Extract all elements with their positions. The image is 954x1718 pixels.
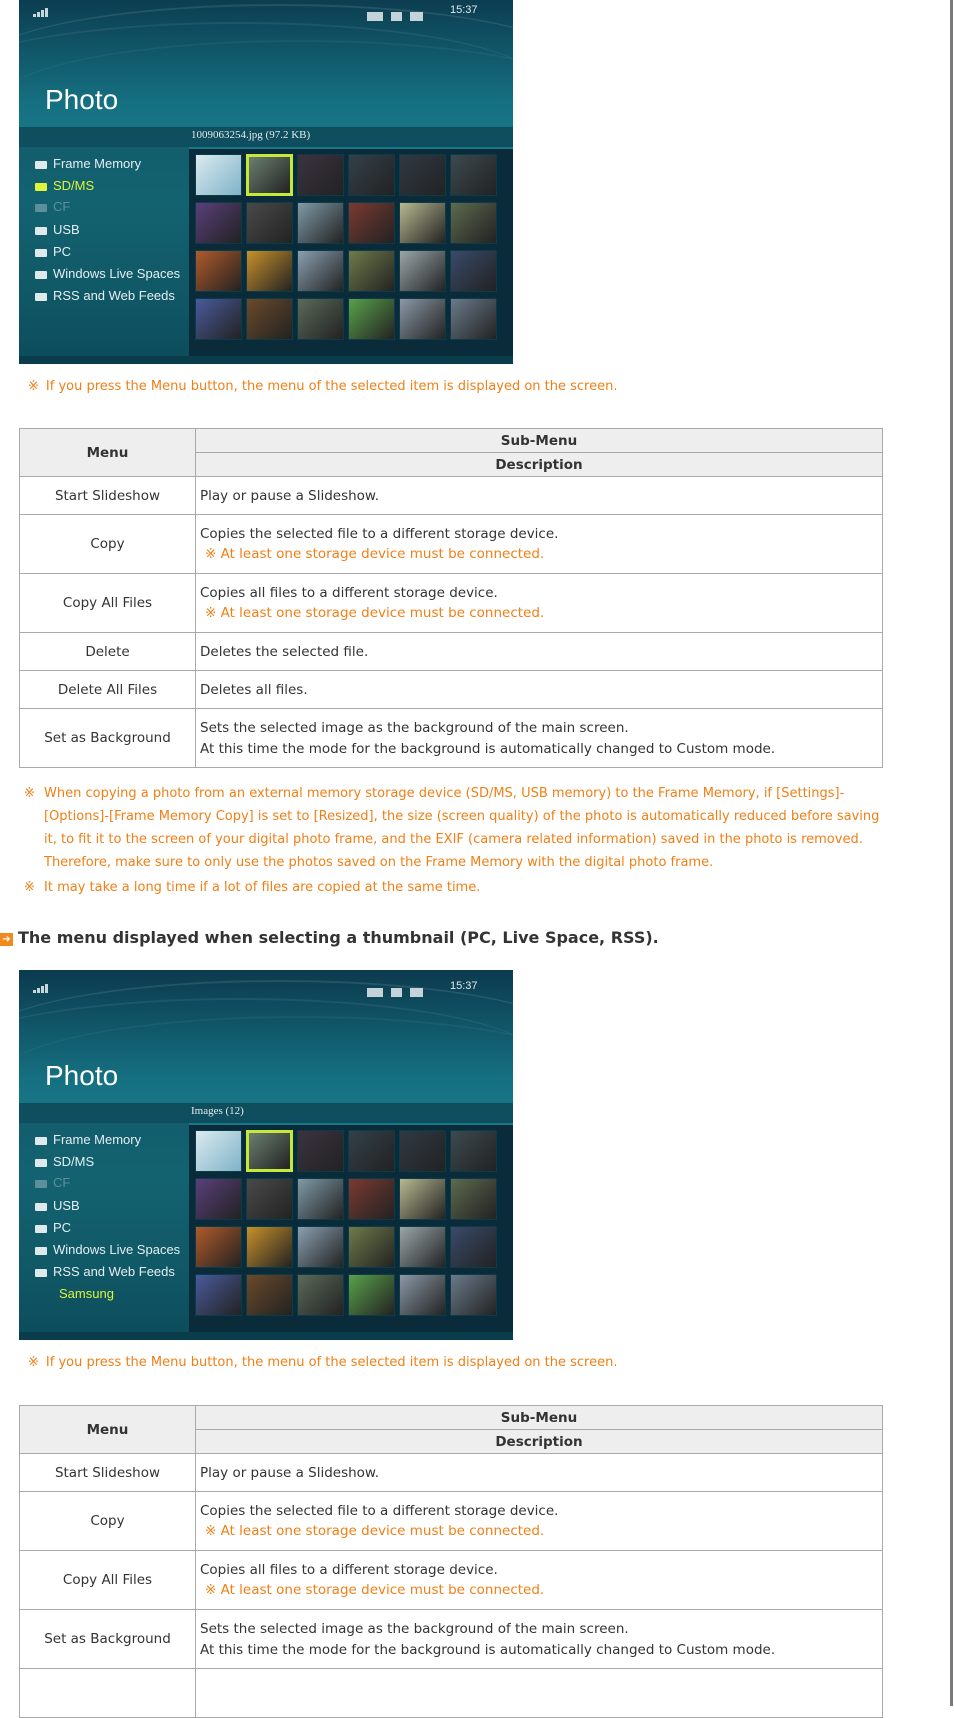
menu-item-cell (20, 1669, 196, 1718)
copy-resize-note: ※ When copying a photo from an external memory storage device (SD/MS, USB memory) to the Frame Memory, if [Settings]-[Options]-[Frame Memory Copy] is set to [Resized], the size (screen quality) of the photo is automatically reduced before saving it, to fit it to the screen of your digital photo frame, and the EXIF (camera related information) saved in the photo is removed. Therefore, make sure to only use the photos saved on the Frame Memory with the digital photo frame. (24, 786, 880, 870)
source-item[interactable] (35, 1220, 71, 1235)
photo-thumb[interactable] (348, 1130, 395, 1172)
menu-note: ※ If you press the Menu button, the menu of the selected item is displayed on the screen. (28, 1355, 618, 1370)
selection-info: Images (12) (191, 1105, 244, 1117)
photo-thumb[interactable] (399, 1274, 446, 1316)
photo-thumb[interactable] (399, 298, 446, 340)
photo-thumb[interactable] (246, 202, 293, 244)
description-cell (196, 1492, 883, 1551)
menu-note: ※ If you press the Menu button, the menu of the selected item is displayed on the screen. (28, 379, 618, 394)
photo-thumb[interactable] (450, 298, 497, 340)
photo-thumb[interactable] (450, 202, 497, 244)
menu-item-cell: Delete (20, 633, 196, 671)
description-text: At this time the mode for the background is automatically changed to Custom mode. (200, 1641, 776, 1658)
table-row (20, 1610, 883, 1669)
source-item-label: RSS and Web Feeds (53, 288, 175, 303)
source-icon (35, 1180, 47, 1188)
photo-thumb[interactable] (348, 202, 395, 244)
photo-thumb[interactable] (450, 1226, 497, 1268)
photo-thumb[interactable] (246, 250, 293, 292)
menu-item-cell: Copy (20, 515, 196, 574)
table-row (20, 1454, 883, 1492)
photo-thumb[interactable] (348, 1178, 395, 1220)
menu-item-cell: Set as Background (20, 709, 196, 768)
thumbnail-grid (189, 149, 513, 364)
photo-thumb[interactable] (195, 1274, 242, 1316)
photo-thumb[interactable] (450, 250, 497, 292)
table-row (20, 671, 883, 709)
source-icon (35, 1269, 47, 1277)
menu-column-header: Menu (20, 429, 196, 477)
clock: 15:37 (450, 980, 478, 992)
description-text: Deletes the selected file. (200, 643, 369, 660)
description-text: Play or pause a Slideshow. (200, 1464, 380, 1481)
description-cell (196, 1454, 883, 1492)
menu-column-header: Menu (20, 1406, 196, 1454)
status-icons (367, 982, 431, 994)
description-text: Copies all files to a different storage device. (200, 1562, 498, 1578)
photo-thumb[interactable] (195, 1226, 242, 1268)
status-bar (19, 4, 513, 20)
description-cell (196, 1610, 883, 1669)
source-item[interactable] (35, 1132, 141, 1147)
table-row (20, 633, 883, 671)
photo-thumb[interactable] (399, 202, 446, 244)
source-item-label: USB (53, 1198, 80, 1213)
page-right-border (950, 0, 953, 1706)
source-item[interactable] (35, 156, 141, 171)
source-menu (19, 147, 189, 364)
photo-thumb[interactable] (450, 1274, 497, 1316)
screen-bottom-strip (19, 356, 513, 364)
description-cell (196, 515, 883, 574)
source-item[interactable] (35, 244, 71, 259)
photo-thumb[interactable] (348, 298, 395, 340)
memory-card-icon (367, 988, 383, 997)
description-column-header: Description (196, 1430, 883, 1454)
source-icon (35, 227, 47, 235)
source-icon (35, 271, 47, 279)
clock: 15:37 (450, 4, 478, 16)
photo-thumb[interactable] (297, 298, 344, 340)
source-icon (35, 204, 47, 212)
photo-thumb[interactable] (246, 1130, 293, 1172)
photo-thumb[interactable] (297, 250, 344, 292)
info-band (19, 1103, 513, 1123)
photo-thumb[interactable] (399, 1130, 446, 1172)
source-item[interactable] (35, 1242, 180, 1257)
arrow-right-icon: ➔ (0, 933, 13, 946)
battery-icon (391, 12, 402, 21)
description-text: Deletes all files. (200, 681, 308, 698)
memory-card-icon (367, 12, 383, 21)
description-cell (196, 574, 883, 633)
storage-note: ※ At least one storage device must be connected. (205, 1523, 545, 1539)
photo-thumb[interactable] (297, 1178, 344, 1220)
description-text: Sets the selected image as the background of the main screen. (200, 1620, 629, 1637)
source-item-label: Frame Memory (53, 156, 142, 171)
photo-thumb[interactable] (246, 1226, 293, 1268)
source-item[interactable] (35, 1264, 175, 1279)
photo-thumb[interactable] (195, 1178, 242, 1220)
source-item (35, 199, 70, 214)
photo-thumb[interactable] (297, 1226, 344, 1268)
photo-thumb[interactable] (450, 154, 497, 196)
photo-thumb[interactable] (399, 250, 446, 292)
menu-item-cell: Start Slideshow (20, 1454, 196, 1492)
source-icon (35, 161, 47, 169)
description-text: At this time the mode for the background is automatically changed to Custom mode. (200, 740, 776, 757)
signal-icon (33, 5, 55, 17)
menu-table (19, 1405, 883, 1718)
table-row (20, 574, 883, 633)
photo-thumb[interactable] (450, 1130, 497, 1172)
table-row (20, 1492, 883, 1551)
source-icon (35, 293, 47, 301)
source-menu (19, 1123, 189, 1340)
source-item[interactable] (35, 178, 94, 193)
section-heading: ➔ The menu displayed when selecting a thumbnail (PC, Live Space, RSS). (0, 928, 659, 947)
storage-note: ※ At least one storage device must be connected. (205, 1582, 545, 1598)
description-cell (196, 1551, 883, 1610)
submenu-column-header: Sub-Menu (196, 429, 883, 453)
table-row (20, 477, 883, 515)
menu-item-cell: Copy All Files (20, 574, 196, 633)
source-item-label: RSS and Web Feeds (53, 1264, 175, 1279)
photo-thumb[interactable] (297, 1274, 344, 1316)
source-item-label: Windows Live Spaces (53, 1242, 181, 1257)
screen-title: Photo (45, 84, 119, 115)
description-cell (196, 633, 883, 671)
menu-item-cell: Set as Background (20, 1610, 196, 1669)
device-screen (19, 970, 513, 1340)
source-item[interactable] (35, 222, 80, 237)
menu-table (19, 428, 883, 768)
source-item-label: USB (53, 222, 80, 237)
photo-thumb[interactable] (246, 1178, 293, 1220)
info-band (19, 127, 513, 147)
photo-thumb[interactable] (450, 1178, 497, 1220)
thumbnail-grid (189, 1125, 513, 1340)
source-item-label: SD/MS (53, 178, 95, 193)
photo-thumb[interactable] (348, 1274, 395, 1316)
copy-time-note: ※ It may take a long time if a lot of files are copied at the same time. (24, 880, 481, 895)
network-icon (410, 12, 423, 21)
source-item-label: Windows Live Spaces (53, 266, 181, 281)
description-cell (196, 671, 883, 709)
source-item[interactable] (35, 1198, 80, 1213)
source-item[interactable] (35, 288, 175, 303)
photo-thumb[interactable] (348, 1226, 395, 1268)
storage-note: ※ At least one storage device must be connected. (205, 546, 545, 562)
folder-up-thumb[interactable] (195, 154, 242, 196)
screen-bottom-strip (19, 1332, 513, 1340)
source-item-label: SD/MS (53, 1154, 95, 1169)
source-item[interactable] (35, 266, 180, 281)
description-cell (196, 477, 883, 515)
source-icon (35, 249, 47, 257)
description-cell (196, 1669, 883, 1718)
photo-thumb[interactable] (348, 250, 395, 292)
source-icon (35, 1225, 47, 1233)
source-item-label: Frame Memory (53, 1132, 142, 1147)
photo-thumb[interactable] (297, 154, 344, 196)
photo-thumb[interactable] (348, 154, 395, 196)
photo-thumb[interactable] (246, 154, 293, 196)
description-text: Copies the selected file to a different storage device. (200, 526, 559, 542)
battery-icon (391, 988, 402, 997)
network-icon (410, 988, 423, 997)
submenu-column-header: Sub-Menu (196, 1406, 883, 1430)
photo-thumb[interactable] (399, 1178, 446, 1220)
description-column-header: Description (196, 453, 883, 477)
photo-thumb[interactable] (399, 1226, 446, 1268)
description-text: Copies the selected file to a different storage device. (200, 1503, 559, 1519)
photo-thumb[interactable] (195, 298, 242, 340)
source-icon (35, 1137, 47, 1145)
status-icons (367, 6, 431, 18)
table-row (20, 709, 883, 768)
source-item-label: PC (53, 1220, 72, 1235)
source-icon (35, 1247, 47, 1255)
source-item[interactable] (35, 1154, 94, 1169)
menu-item-cell: Copy All Files (20, 1551, 196, 1610)
photo-thumb[interactable] (297, 1130, 344, 1172)
menu-item-cell: Delete All Files (20, 671, 196, 709)
photo-thumb[interactable] (399, 154, 446, 196)
source-icon (35, 1159, 47, 1167)
storage-note: ※ At least one storage device must be connected. (205, 605, 545, 621)
source-icon (35, 1203, 47, 1211)
source-item-label: PC (53, 244, 72, 259)
photo-thumb[interactable] (246, 1274, 293, 1316)
menu-item-cell: Copy (20, 1492, 196, 1551)
signal-icon (33, 981, 55, 993)
photo-thumb[interactable] (195, 250, 242, 292)
description-cell (196, 709, 883, 768)
description-text: Copies all files to a different storage device. (200, 585, 498, 601)
screen-title: Photo (45, 1060, 119, 1091)
source-icon (35, 183, 47, 191)
photo-thumb[interactable] (246, 298, 293, 340)
description-text: Sets the selected image as the background of the main screen. (200, 719, 629, 736)
table-row (20, 1551, 883, 1610)
menu-item-cell: Start Slideshow (20, 477, 196, 515)
device-screen (19, 0, 513, 364)
folder-up-thumb[interactable] (195, 1130, 242, 1172)
source-item-label: CF (53, 1175, 71, 1190)
source-item (35, 1175, 70, 1190)
source-item-label: CF (53, 199, 71, 214)
selection-info: 1009063254.jpg (97.2 KB) (191, 129, 311, 141)
status-bar (19, 980, 513, 996)
description-text: Play or pause a Slideshow. (200, 487, 380, 504)
source-subitem[interactable]: Samsung (59, 1286, 114, 1301)
photo-thumb[interactable] (297, 202, 344, 244)
photo-thumb[interactable] (195, 202, 242, 244)
table-row (20, 515, 883, 574)
table-row (20, 1669, 883, 1718)
